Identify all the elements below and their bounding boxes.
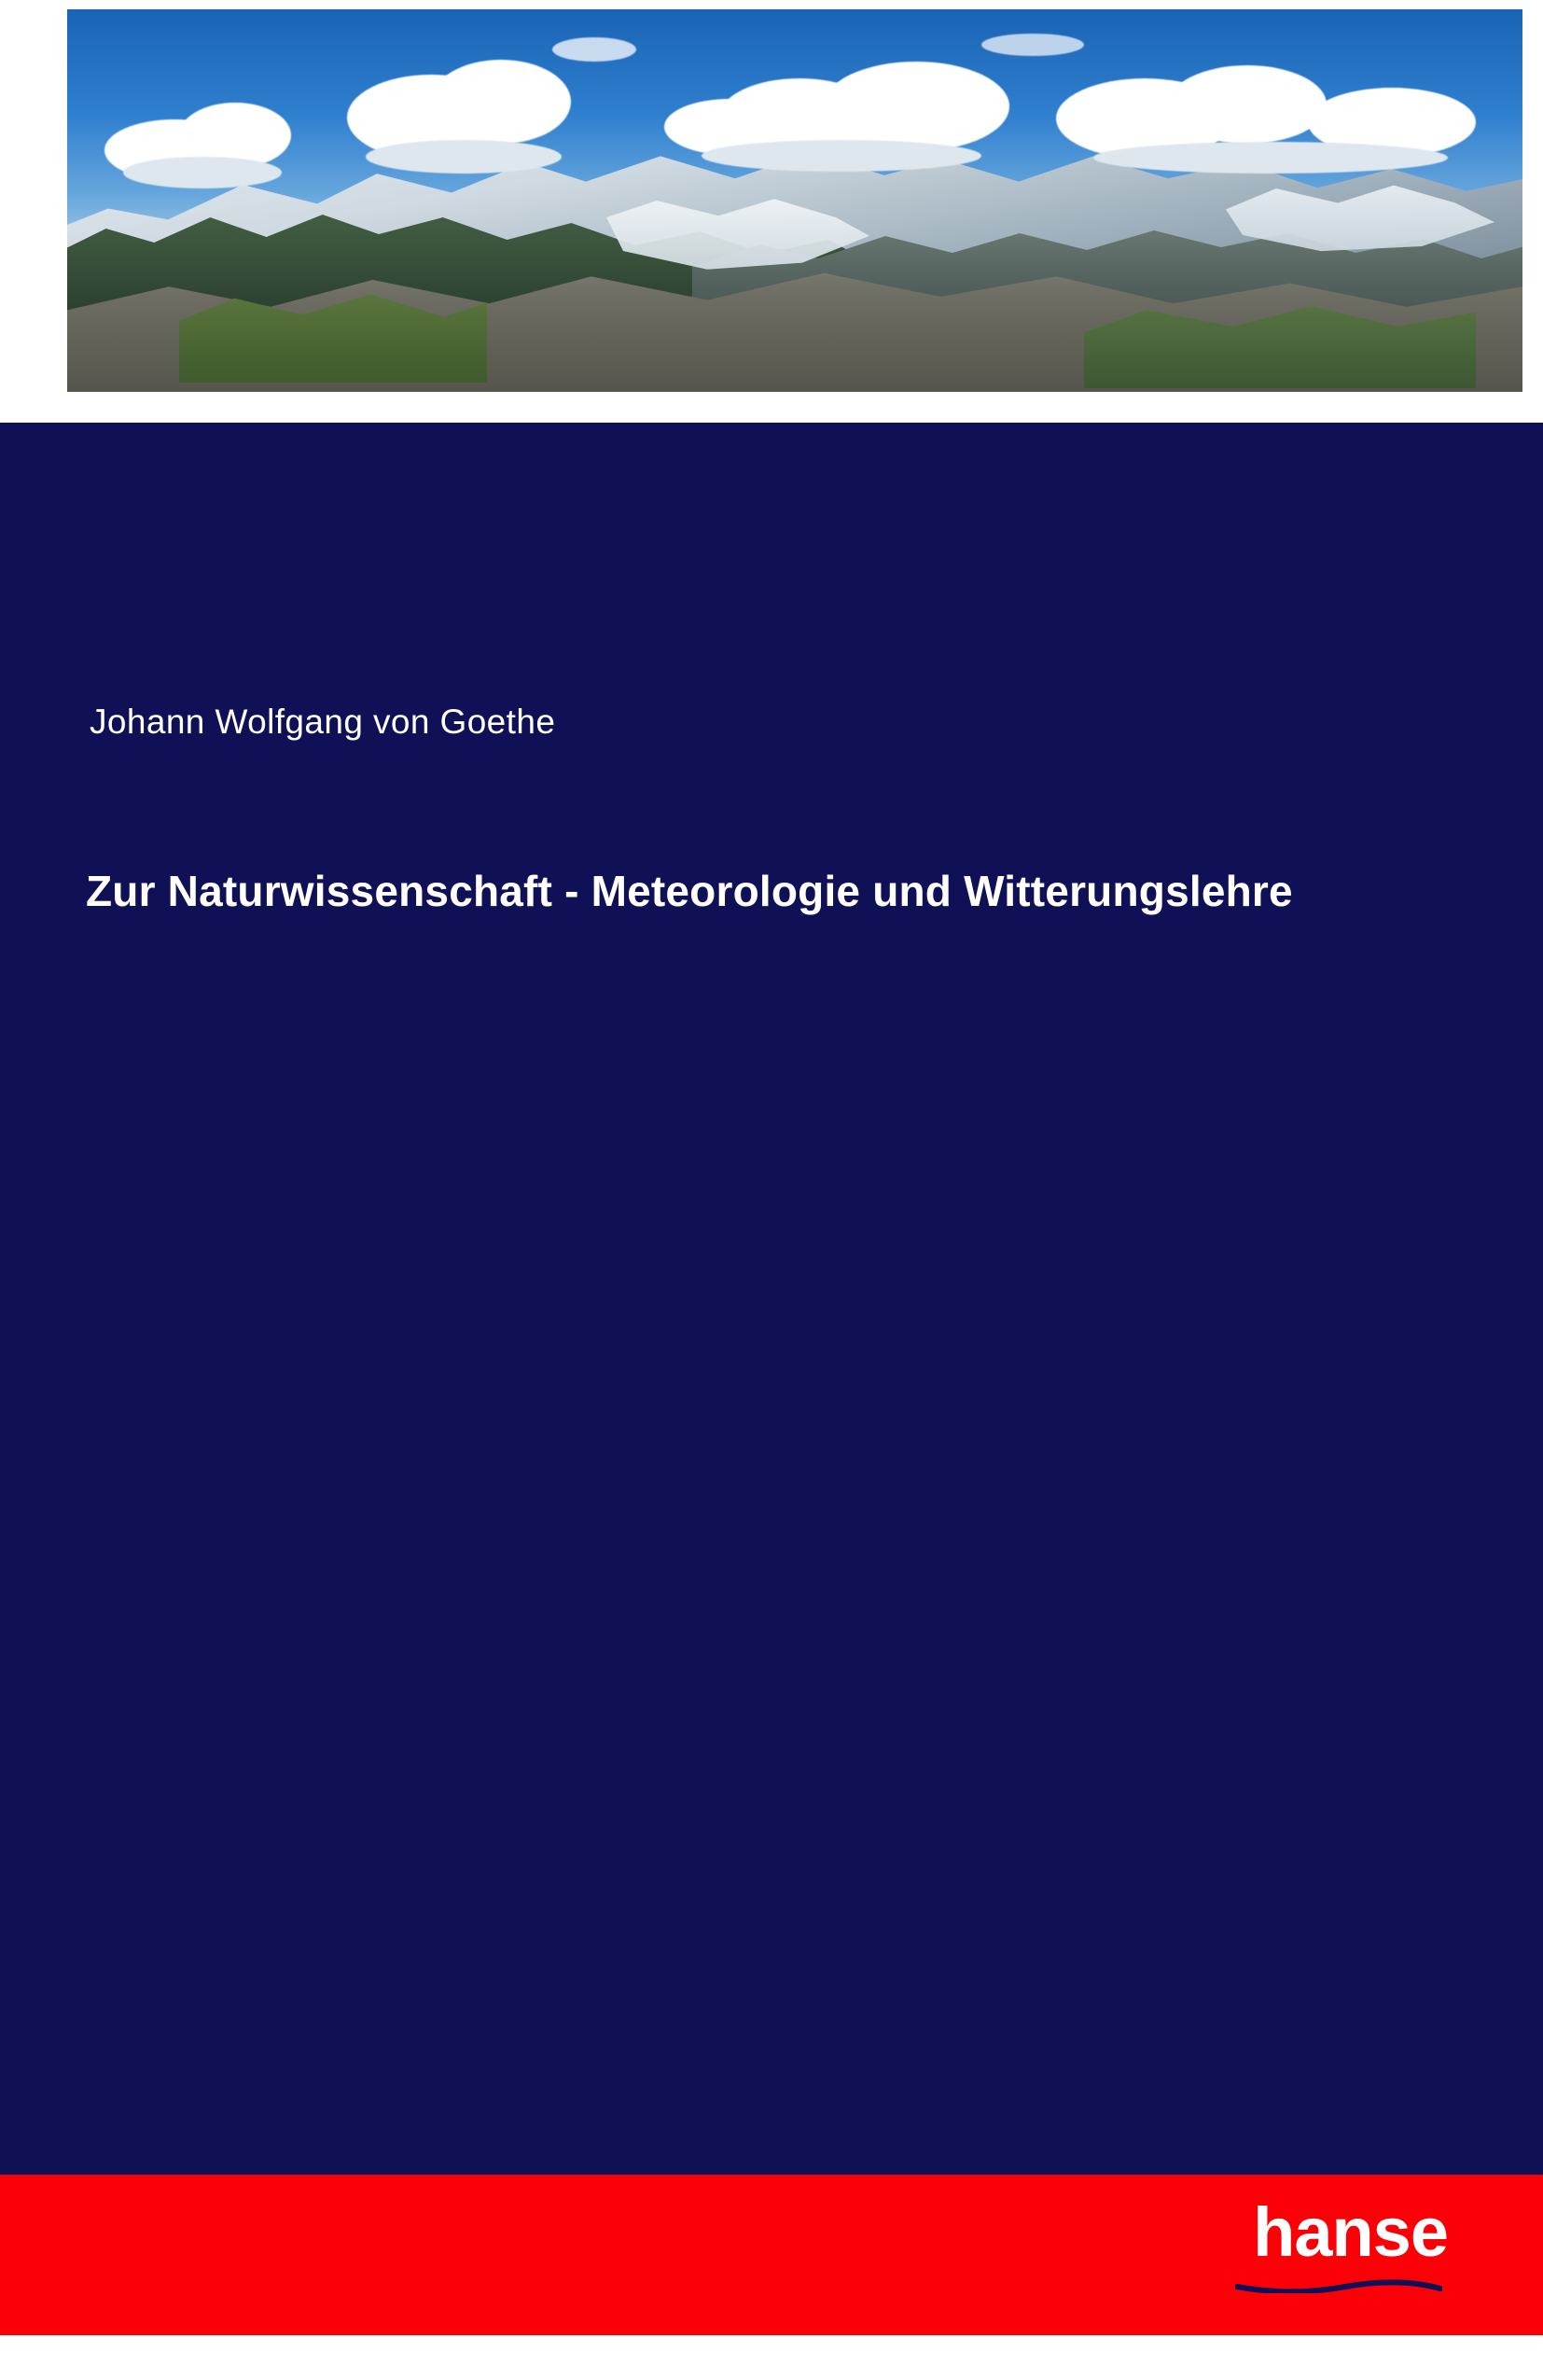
mountain-photo-image <box>67 9 1522 392</box>
author-name: Johann Wolfgang von Goethe <box>90 703 556 741</box>
bottom-margin <box>0 2335 1543 2380</box>
publisher-logo-text: hanse <box>1253 2193 1448 2271</box>
cloud-icon <box>702 140 981 172</box>
publisher-logo <box>1196 2193 1448 2301</box>
cover-photo <box>67 9 1522 392</box>
cloud-icon <box>123 157 282 188</box>
book-title: Zur Naturwissenschaft - Meteorologie und Witterungslehre <box>86 867 1293 915</box>
cloud-icon <box>552 37 636 62</box>
cover-body <box>0 423 1543 2175</box>
cloud-icon <box>366 140 562 174</box>
logo-swoosh-icon <box>1235 2278 1442 2293</box>
cloud-icon <box>823 62 1009 151</box>
cloud-icon <box>981 34 1084 56</box>
cloud-icon <box>431 60 571 144</box>
cloud-icon <box>1093 142 1448 174</box>
cloud-icon <box>1168 65 1327 144</box>
